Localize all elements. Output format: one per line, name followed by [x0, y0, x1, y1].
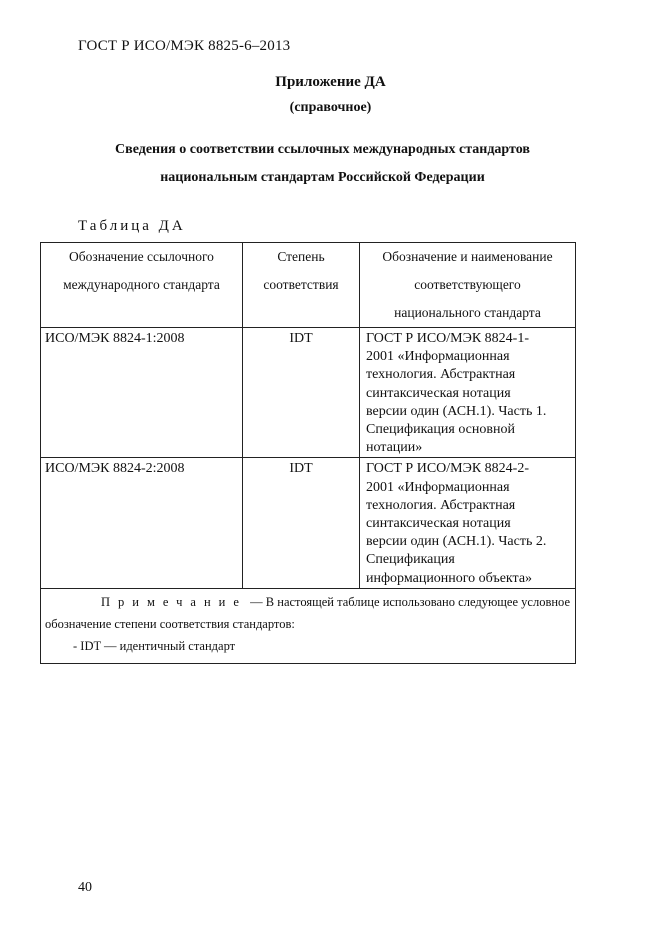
header-text: соответствия: [263, 277, 339, 292]
note-item: - IDT — идентичный стандарт: [73, 638, 236, 653]
heading-line-1: Сведения о соответствии ссылочных международных стандартов: [115, 142, 530, 157]
table-caption: Таблица ДА: [78, 218, 186, 234]
cell-line: синтаксическая нотация: [366, 516, 511, 532]
cell-line: версии один (АСН.1). Часть 1.: [366, 403, 547, 419]
cell-line: нотации»: [366, 440, 423, 456]
cell-line: 2001 «Информационная: [366, 479, 510, 495]
cell-line: информационного объекта»: [366, 570, 533, 586]
table-row: [41, 328, 576, 458]
note-label: Примечание: [101, 594, 247, 609]
intl-standard-cell: ИСО/МЭК 8824-2:2008: [41, 458, 243, 588]
annex-heading: [0, 136, 645, 192]
cell-line: Спецификация основной: [366, 422, 515, 438]
annex-subtitle: (справочное): [289, 100, 372, 115]
national-standard-cell: [360, 328, 576, 458]
header-text: Обозначение и наименование: [382, 249, 553, 264]
table-row: [41, 458, 576, 588]
cell-line: версии один (АСН.1). Часть 2.: [366, 534, 547, 550]
table-note: [41, 588, 576, 663]
page-number: 40: [78, 880, 92, 895]
note-line-1: [45, 591, 570, 613]
cell-line: ГОСТ Р ИСО/МЭК 8824-2-: [366, 461, 530, 477]
cell-line: Спецификация: [366, 552, 455, 568]
note-line-2: обозначение степени соответствия стандартов:: [45, 616, 295, 631]
cell-line: ГОСТ Р ИСО/МЭК 8824-1-: [366, 331, 530, 346]
column-header-intl: [41, 243, 243, 328]
table-note-row: [41, 588, 576, 663]
cell-line: технология. Абстрактная: [366, 497, 516, 513]
correspondence-table: [40, 242, 576, 664]
intl-standard-cell: ИСО/МЭК 8824-1:2008: [41, 328, 243, 458]
document-code: ГОСТ Р ИСО/МЭК 8825-6–2013: [78, 38, 291, 54]
national-standard-cell: [360, 458, 576, 588]
cell-line: 2001 «Информационная: [366, 349, 510, 365]
header-text: Обозначение ссылочного: [69, 249, 214, 264]
column-header-degree: [243, 243, 360, 328]
cell-line: синтаксическая нотация: [366, 385, 511, 401]
column-header-national: [360, 243, 576, 328]
header-text: международного стандарта: [63, 277, 220, 292]
degree-cell: IDT: [243, 328, 360, 458]
table-header-row: [41, 243, 576, 328]
heading-line-2: национальным стандартам Российской Федерации: [160, 170, 485, 185]
header-text: национального стандарта: [394, 305, 541, 320]
annex-title: Приложение ДА: [275, 74, 386, 90]
header-text: Степень: [277, 249, 325, 264]
header-text: соответствующего: [414, 277, 521, 292]
degree-cell: IDT: [243, 458, 360, 588]
cell-line: технология. Абстрактная: [366, 367, 516, 383]
note-text: — В настоящей таблице использовано следующее условное: [250, 594, 571, 609]
